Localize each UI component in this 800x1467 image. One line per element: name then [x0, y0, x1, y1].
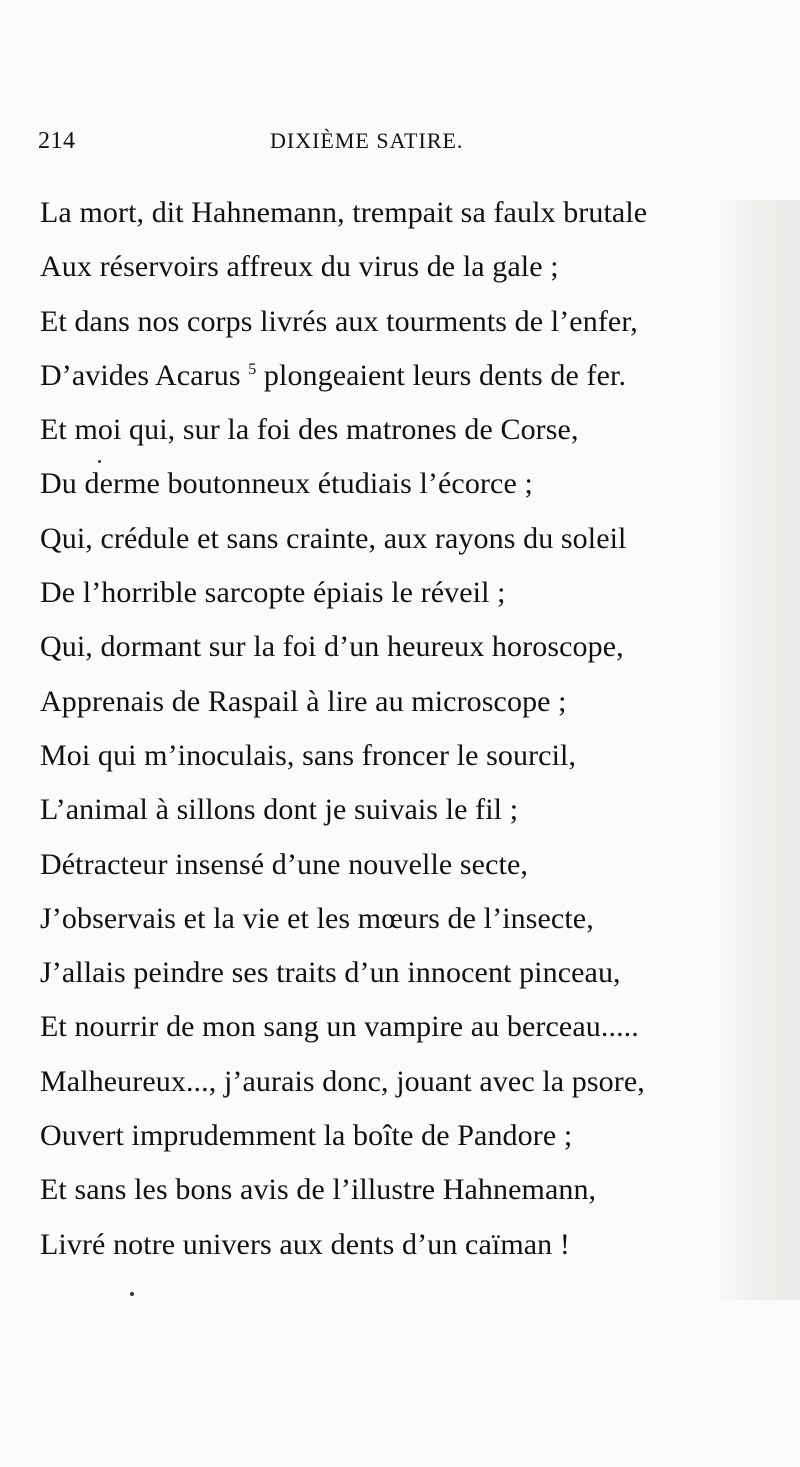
verse-line: Détracteur insensé d’une nouvelle secte,: [40, 847, 528, 881]
verse-line: Qui, dormant sur la foi d’un heureux horoscope,: [40, 630, 624, 664]
verse-line: De l’horrible sarcopte épiais le réveil ;: [40, 576, 506, 610]
verse-line: Ouvert imprudemment la boîte de Pandore ;: [40, 1119, 573, 1153]
verse-text: D’avides Acarus: [40, 358, 249, 392]
verse-line: Apprenais de Raspail à lire au microscope ;: [40, 684, 567, 718]
verse-line: Aux réservoirs affreux du virus de la gale ;: [40, 250, 559, 284]
verse-line: La mort, dit Hahnemann, trempait sa faulx brutale: [40, 196, 648, 229]
verse-line: L’animal à sillons dont je suivais le fil ;: [40, 793, 519, 827]
verse-line: Livré notre univers aux dents d’un caïman !: [40, 1227, 570, 1261]
verse-line: [40, 349, 760, 403]
verse-line: Et dans nos corps livrés aux tourments de l’enfer,: [40, 304, 638, 338]
verse-line: Et nourrir de mon sang un vampire au berceau.....: [40, 1010, 639, 1044]
verse-line: Moi qui m’inoculais, sans froncer le sourcil,: [40, 738, 577, 772]
verse-line: Malheureux..., j’aurais donc, jouant avec la psore,: [40, 1064, 645, 1098]
verse-line: Et sans les bons avis de l’illustre Hahnemann,: [40, 1173, 597, 1207]
page-header: [38, 128, 738, 168]
verse-line: Et moi qui, sur la foi des matrones de Corse,: [40, 413, 579, 447]
poem-verse: [40, 186, 760, 1272]
verse-line: Du derme boutonneux étudiais l’écorce ;: [40, 467, 533, 501]
page-number: 214: [38, 128, 76, 154]
verse-line: J’observais et la vie et les mœurs de l’insecte,: [40, 901, 594, 935]
verse-text: plongeaient leurs dents de fer.: [256, 358, 627, 392]
verse-line: J’allais peindre ses traits d’un innocent pinceau,: [40, 956, 621, 990]
paper-speck: [130, 1292, 134, 1296]
verse-line: Qui, crédule et sans crainte, aux rayons du soleil: [40, 521, 627, 555]
running-title: DIXIÈME SATIRE.: [270, 128, 464, 153]
paper-speck: [98, 460, 101, 463]
footnote-reference: 5: [248, 360, 257, 378]
